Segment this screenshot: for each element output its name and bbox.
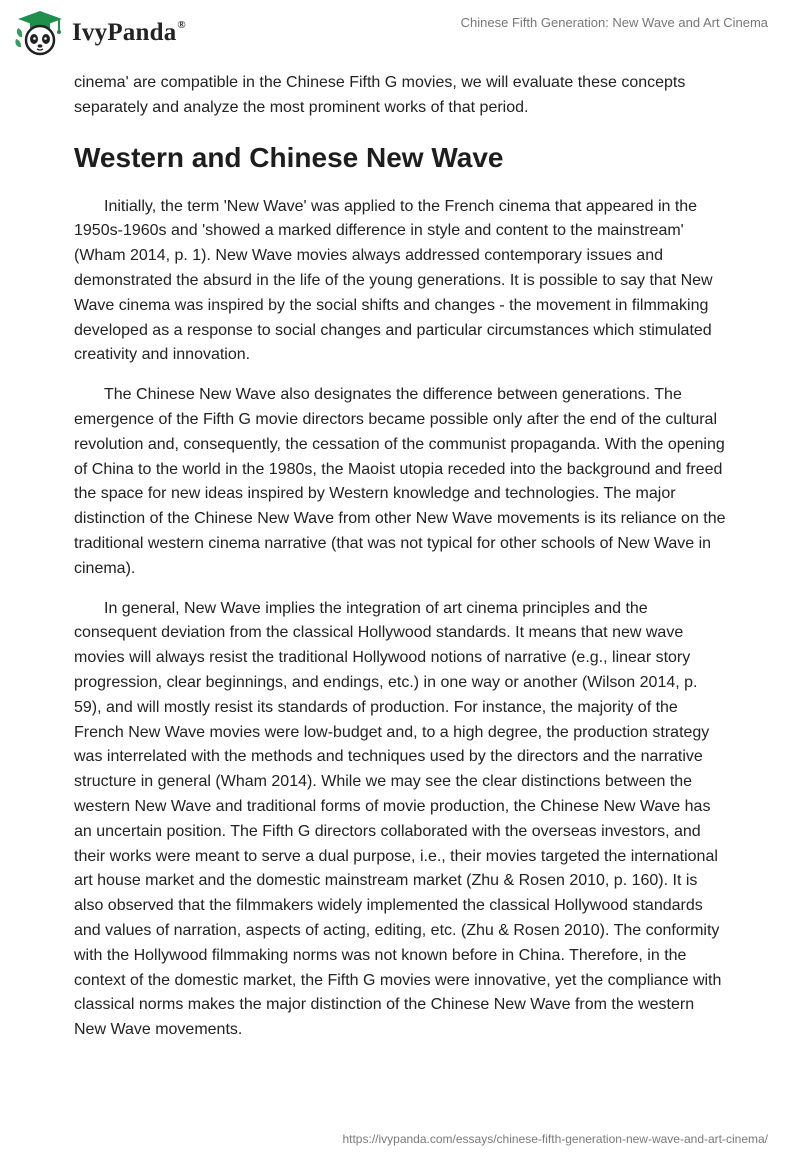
brand-name xyxy=(72,19,186,47)
essay-content xyxy=(74,71,728,1058)
body-paragraph: In general, New Wave implies the integration of art cinema principles and the consequent deviation from the classical Hollywood standards. It means that new wave movies will always resist the traditional Hollywood notions of narrative (e.g., linear story progression, clear beginnings, and endings, etc.) in one way or another (Wilson 2014, p. 59), and will mostly resist its standards of production. For instance, the majority of the French New Wave movies were low-budget and, to a high degree, the production strategy was interrelated with the methods and techniques used by the directors and the narrative structure in general (Wham 2014). While we may see the clear distinctions between the western New Wave and traditional forms of movie production, the Chinese New Wave has an uncertain position. The Fifth G directors collaborated with the overseas investors, and their works were meant to serve a dual purpose, i.e., their movies targeted the international art house market and the domestic mainstream market (Zhu & Rosen 2010, p. 160). It is also observed that the filmmakers widely implemented the classical Hollywood standards and values of narration, aspects of acting, editing, etc. (Zhu & Rosen 2010). The conformity with the Hollywood filmmaking norms was not known before in China. Therefore, in the context of the domestic market, the Fifth G movies were innovative, yet the compliance with classical norms makes the major distinction of the Chinese New Wave from the western New Wave movements. xyxy=(74,599,722,1039)
page-header xyxy=(0,0,800,70)
body-paragraph: Initially, the term 'New Wave' was applied to the French cinema that appeared in the 1950s-1960s and 'showed a marked difference in style and content to the mainstream' (Wham 2014, p. 1). New Wave movies always addressed contemporary issues and demonstrated the absurd in the life of the young generations. It is possible to say that New Wave cinema was inspired by the social shifts and changes - the movement in filmmaking developed as a response to social changes and particular circumstances which stimulated creativity and innovation. xyxy=(74,197,713,364)
document-title: Chinese Fifth Generation: New Wave and Art Cinema xyxy=(460,15,768,30)
ivypanda-logo[interactable] xyxy=(14,9,186,57)
panda-logo-icon xyxy=(14,9,66,57)
brand-text: IvyPanda xyxy=(72,19,177,46)
intro-paragraph: cinema' are compatible in the Chinese Fifth G movies, we will evaluate these concepts separately and analyze the most prominent works of that period. xyxy=(74,74,686,116)
source-url[interactable]: https://ivypanda.com/essays/chinese-fifth-generation-new-wave-and-art-cinema/ xyxy=(342,1132,768,1146)
body-paragraph: The Chinese New Wave also designates the difference between generations. The emergence of the Fifth G movie directors became possible only after the end of the cultural revolution and, consequently, the cessation of the communist propaganda. With the opening of China to the world in the 1980s, the Maoist utopia receded into the background and freed the space for new ideas inspired by Western knowledge and technologies. The major distinction of the Chinese New Wave from other New Wave movements is its reliance on the traditional western cinema narrative (that was not typical for other schools of New Wave in cinema). xyxy=(74,386,726,577)
registered-mark: ® xyxy=(177,19,186,31)
section-heading: Western and Chinese New Wave xyxy=(74,141,504,173)
